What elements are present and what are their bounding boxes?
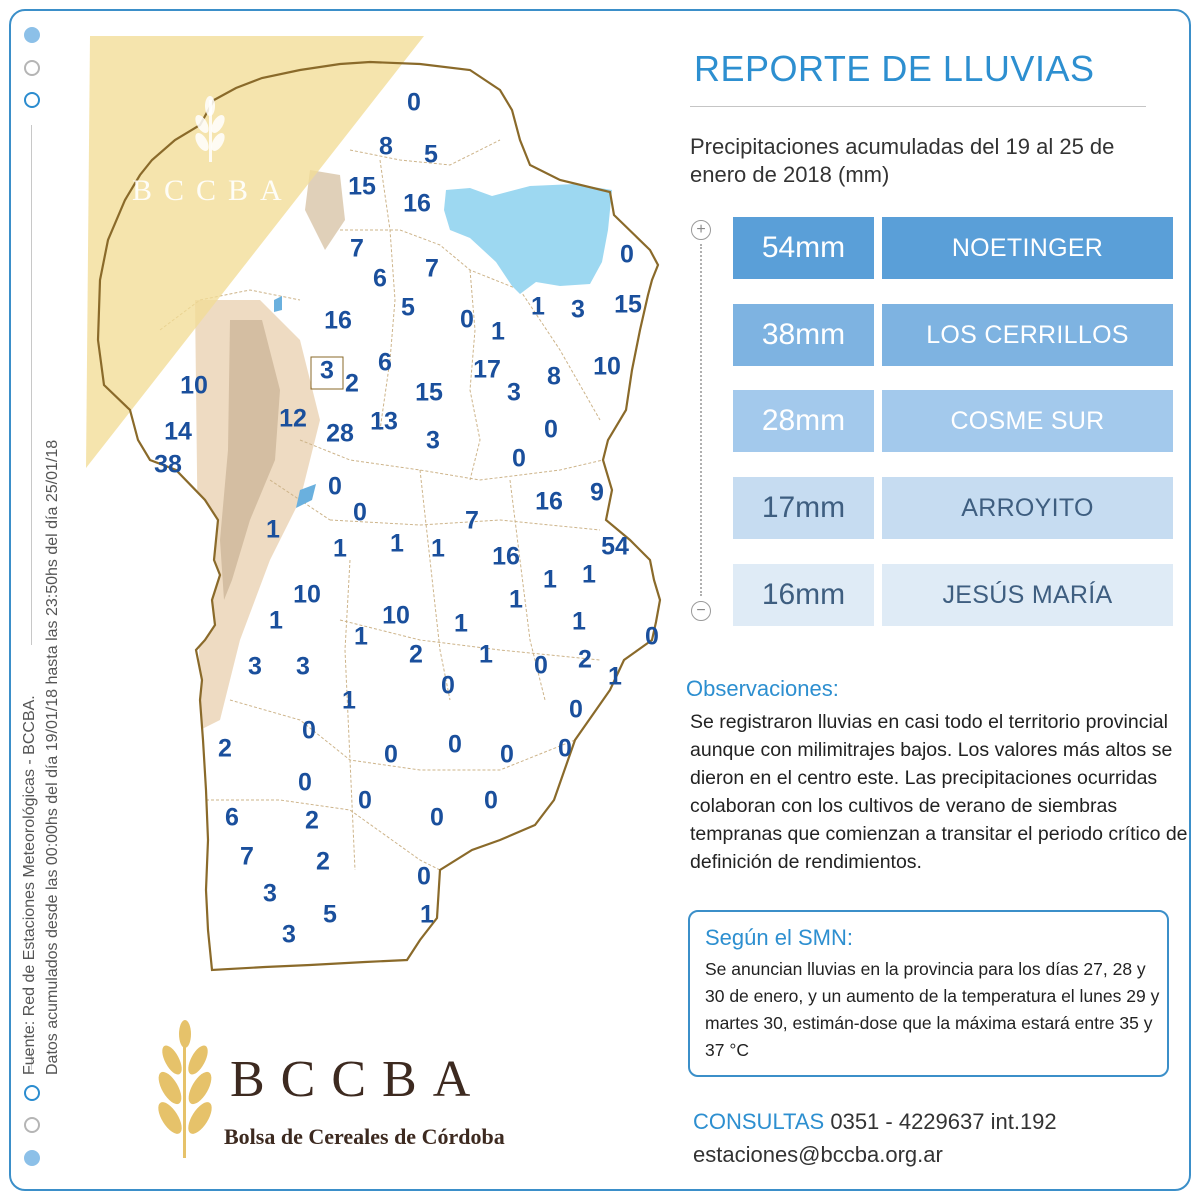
rain-reading: 1 [509,585,523,614]
rain-reading: 3 [248,652,262,681]
rain-reading: 0 [569,695,583,724]
rain-reading: 0 [534,651,548,680]
nav-dot-5[interactable] [24,1117,40,1133]
rain-reading: 1 [420,900,434,929]
rank-3-station: COSME SUR [882,390,1173,452]
rain-reading: 0 [328,472,342,501]
logo-wordmark: BCCBA [230,1051,487,1108]
rain-reading: 1 [491,317,505,346]
rank-4-station: ARROYITO [882,477,1173,539]
observations-title: Observaciones: [686,676,839,701]
rank-5-value: 16mm [733,564,874,626]
rain-reading: 0 [558,734,572,763]
rain-reading: 9 [590,478,604,507]
rain-reading: 17 [473,355,501,384]
rain-reading: 2 [578,645,592,674]
rain-reading: 0 [620,240,634,269]
rain-reading: 0 [384,740,398,769]
rain-reading: 16 [403,189,431,218]
rain-reading: 7 [425,254,439,283]
rain-reading: 16 [324,306,352,335]
rain-reading: 10 [382,601,410,630]
rain-reading: 8 [547,362,561,391]
map-watermark: BCCBA [132,174,294,207]
page-subtitle: Precipitaciones acumuladas del 19 al 25 de enero de 2018 (mm) [690,134,1115,187]
rain-reading: 0 [448,730,462,759]
rain-reading: 1 [479,640,493,669]
page-title: REPORTE DE LLUVIAS [694,48,1095,89]
rain-reading: 1 [454,609,468,638]
rain-reading: 0 [298,768,312,797]
title-divider [690,106,1146,107]
rain-reading: 1 [582,560,596,589]
rain-reading: 6 [378,348,392,377]
rank-2-station: LOS CERRILLOS [882,304,1173,366]
rain-reading: 7 [350,234,364,263]
rain-reading: 5 [323,900,337,929]
smn-text: Se anuncian lluvias en la provincia para los días 27, 28 y 30 de enero, y un aumento de la temperatura el lunes 29 y martes 30, estimán-dose que la máxima estará entre 35 y 37 °C [705,959,1160,1060]
minus-circle-icon[interactable]: − [691,601,711,621]
rain-reading: 0 [353,498,367,527]
rank-1-value: 54mm [733,217,874,279]
rain-reading: 5 [424,140,438,169]
rain-reading: 1 [608,662,622,691]
rain-reading: 3 [571,295,585,324]
rain-reading: 0 [544,415,558,444]
rain-reading: 3 [507,378,521,407]
rain-reading: 1 [531,292,545,321]
rain-reading: 3 [263,879,277,908]
rain-reading: 0 [407,88,421,117]
rain-reading: 13 [370,407,398,436]
rain-reading: 2 [305,806,319,835]
rank-5-station: JESÚS MARÍA [882,564,1173,626]
ranking-track [700,244,702,596]
wheat-icon [150,1020,220,1160]
rain-reading: 8 [379,132,393,161]
rain-reading: 6 [373,264,387,293]
rain-reading: 2 [316,847,330,876]
rain-reading: 3 [296,652,310,681]
contact-email[interactable]: estaciones@bccba.org.ar [693,1142,943,1167]
rank-4-value: 17mm [733,477,874,539]
rain-reading: 7 [465,506,479,535]
rain-reading: 2 [345,369,359,398]
rain-reading: 1 [354,622,368,651]
rain-reading: 38 [154,450,182,479]
side-note-source: Fuente: Red de Estaciones Meteorológicas - BCCBA. [21,695,38,1075]
rain-reading: 16 [492,542,520,571]
rain-reading: 1 [431,534,445,563]
rain-reading: 3 [282,920,296,949]
rain-reading: 1 [390,529,404,558]
contact-label: CONSULTAS [693,1109,825,1134]
rain-reading: 6 [225,803,239,832]
rain-reading: 7 [240,842,254,871]
rain-reading: 16 [535,487,563,516]
rain-reading: 54 [601,532,629,561]
rain-reading: 1 [572,607,586,636]
rain-reading: 0 [358,786,372,815]
observations-text: Se registraron lluvias en casi todo el territorio provincial aunque con milimitrajes bajos. Los valores más altos se dieron en el centro este. Las precipitaciones ocurridas colaboran con los cultivos de verano de siembras tempranas que comienzan a transitar el periodo crítico de definición de rendimientos. [690,711,1188,873]
nav-dot-6[interactable] [24,1150,40,1166]
rain-reading: 1 [333,534,347,563]
nav-dot-4[interactable] [24,1085,40,1101]
rain-reading: 15 [415,378,443,407]
rank-3-value: 28mm [733,390,874,452]
rain-reading: 3 [426,426,440,455]
rain-reading: 1 [266,515,280,544]
rain-reading: 2 [409,640,423,669]
rain-reading: 15 [348,172,376,201]
rain-reading: 3 [320,356,334,385]
rain-reading: 10 [593,352,621,381]
rank-2-value: 38mm [733,304,874,366]
rain-reading: 0 [302,716,316,745]
rain-reading: 2 [218,734,232,763]
rain-reading: 0 [430,803,444,832]
rain-reading: 0 [441,671,455,700]
rain-reading: 14 [164,417,192,446]
rain-reading: 0 [417,862,431,891]
rain-reading: 12 [279,404,307,433]
rain-reading: 28 [326,419,354,448]
contact-phone-line [693,1109,1057,1135]
rain-reading: 1 [269,606,283,635]
contact-phone[interactable]: 0351 - 4229637 int.192 [830,1109,1057,1134]
rain-reading: 10 [180,371,208,400]
rain-reading: 0 [460,305,474,334]
rain-reading: 1 [342,686,356,715]
plus-circle-icon[interactable]: + [691,220,711,240]
rain-reading: 0 [645,622,659,651]
rain-reading: 5 [401,293,415,322]
rain-reading: 10 [293,580,321,609]
rain-reading: 1 [543,565,557,594]
smn-title: Según el SMN: [705,925,853,950]
rain-reading: 0 [484,786,498,815]
rain-reading: 0 [512,444,526,473]
logo-fullname: Bolsa de Cereales de Córdoba [224,1124,505,1149]
rain-reading: 15 [614,290,642,319]
rank-1-station: NOETINGER [882,217,1173,279]
rain-reading: 0 [500,740,514,769]
side-note-period: Datos acumulados desde las 00:00hs del día 19/01/18 hasta las 23:50hs del día 25/01/18 [44,439,61,1075]
